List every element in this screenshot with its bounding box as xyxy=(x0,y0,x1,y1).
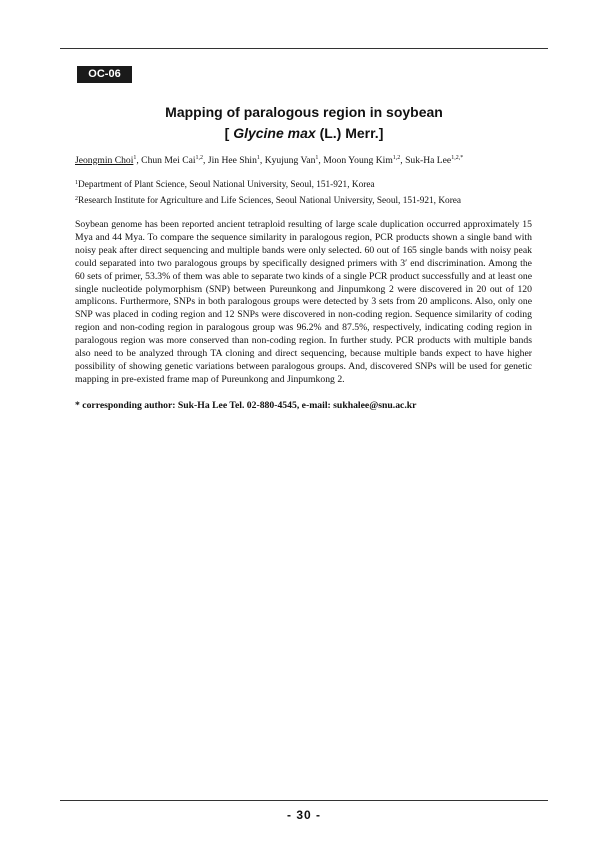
author xyxy=(208,155,265,166)
author-name: Moon Young Kim xyxy=(323,155,393,166)
corresponding-author-line: * corresponding author: Suk-Ha Lee Tel. 02-880-4545, e-mail: sukhalee@snu.ac.kr xyxy=(75,400,417,411)
affiliation-text: Department of Plant Science, Seoul National University, Seoul, 151-921, Korea xyxy=(78,180,375,190)
author-name: Chun Mei Cai xyxy=(141,155,196,166)
paper-title-species xyxy=(60,125,548,141)
title-bracket-rest: (L.) Merr.] xyxy=(315,125,384,141)
author-affiliation-mark: 1,2 xyxy=(392,155,401,161)
author-affiliation-mark: 1 xyxy=(256,155,260,161)
top-rule xyxy=(60,48,548,49)
author-name: Suk-Ha Lee xyxy=(405,155,452,166)
affiliation-text: Research Institute for Agriculture and Life Sciences, Seoul National University, Seoul, 151-921, Korea xyxy=(78,196,462,206)
page-number: - 30 - xyxy=(286,808,321,822)
author xyxy=(405,155,463,166)
author-separator: , xyxy=(136,155,142,166)
author-affiliation-mark: 1,2,* xyxy=(451,155,464,161)
author xyxy=(141,155,208,166)
author xyxy=(323,155,405,166)
author-affiliation-mark: 1 xyxy=(315,155,319,161)
species-name: Glycine max xyxy=(233,125,316,141)
author-separator: , xyxy=(318,155,324,166)
title-bracket-open: [ xyxy=(224,125,234,141)
author-separator: , xyxy=(400,155,406,166)
author xyxy=(75,155,141,166)
author-list xyxy=(75,155,545,166)
bottom-rule xyxy=(60,800,548,801)
affiliation-mark: 2 xyxy=(75,196,78,202)
paper-title: Mapping of paralogous region in soybean xyxy=(165,104,443,120)
author-name: Jeongmin Choi xyxy=(75,155,134,166)
author xyxy=(265,155,324,166)
author-separator: , xyxy=(203,155,208,166)
abstract-body: Soybean genome has been reported ancient tetraploid resulting of large scale duplication occurred approximately 15 Mya and 44 Mya. To compare the sequence similarity in paralogous region, PCR products shown a single band with noisy peak after direct sequencing and multiple bands were only selected. 60 out of 165 single bands with noisy peak could separated into two paralogous groups by specifically designed primers with 3′ end discrimination. Among the 60 sets of primer, 53.3% of them was able to separate two kinds of a single PCR product successfully and at least one single nucleotide polymorphism (SNP) between Pureunkong and Jinpumkong 2 were discovered in 20 out of 120 amplicons. Furthermore, SNPs in both paralogous groups were detected by 3 sets from 20 amplicons. Also, only one SNP was placed in coding region and 12 SNPs were discovered in non-coding region. Sequence similarity of coding region and non-coding region in paralogous group was 96.2% and 87.5%, respectively, indicating coding region in paralogous region was more conserved than non-coding region. In further study. PCR products with multiple bands also need to be analyzed through TA cloning and direct sequencing, because multiple bands expect to have higher possibility of showing genetic variations between paralogous groups. And, discovered SNPs will be used for genetic mapping in pre-existed frame map of Pureunkong and Jinpumkong 2. xyxy=(75,219,532,385)
affiliation-mark: 1 xyxy=(75,180,78,186)
author-name: Jin Hee Shin xyxy=(207,155,257,166)
author-separator: , xyxy=(259,155,265,166)
affiliation-2 xyxy=(75,196,545,206)
abstract xyxy=(75,219,532,387)
session-code-badge: OC-06 xyxy=(77,66,132,83)
affiliation-1 xyxy=(75,180,545,190)
author-name: Kyujung Van xyxy=(264,155,316,166)
author-affiliation-mark: 1,2 xyxy=(195,155,204,161)
author-affiliation-mark: 1 xyxy=(133,155,137,161)
